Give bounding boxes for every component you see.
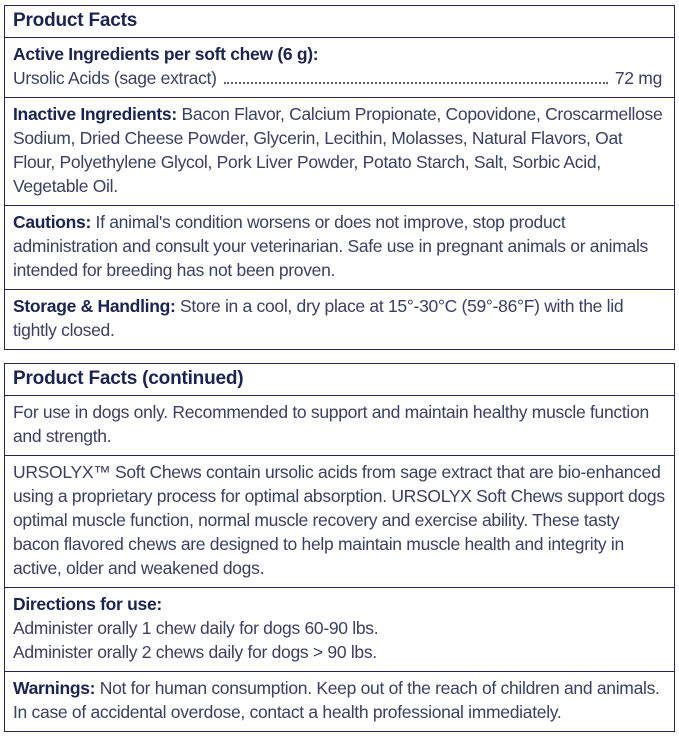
inactive-ingredients-text: Bacon Flavor, Calcium Propionate, Copovidone, Croscarmellose Sodium, Dried Cheese Powder, Glycerin, Lecithin, Molasses, Natural Flavors, Oat Flour, Polyethylene Glycol, Pork Liver Powder, Potato Starch, Salt, Sorbic Acid, Vegetable Oil. bbox=[13, 104, 663, 196]
directions-section bbox=[5, 587, 674, 671]
product-facts-panel bbox=[4, 5, 675, 350]
active-ingredients-section bbox=[5, 38, 674, 97]
active-ingredient-row bbox=[13, 66, 666, 90]
warnings-section bbox=[5, 671, 674, 731]
storage-handling-text: Store in a cool, dry place at 15°-30°C (59°-86°F) with the lid tightly closed. bbox=[13, 296, 624, 340]
inactive-ingredients-label: Inactive Ingredients: bbox=[13, 104, 177, 124]
warnings-label: Warnings: bbox=[13, 678, 96, 698]
cautions-text: If animal's condition worsens or does not improve, stop product administration and consult your veterinarian. Safe use in pregnant animals or animals intended for breeding has not been proven. bbox=[13, 212, 648, 280]
cautions-label: Cautions: bbox=[13, 212, 91, 232]
directions-heading: Directions for use: bbox=[13, 594, 162, 614]
description-section bbox=[5, 455, 674, 587]
storage-handling-label: Storage & Handling: bbox=[13, 296, 176, 316]
directions-line1: Administer orally 1 chew daily for dogs 60-90 lbs. bbox=[13, 618, 379, 638]
active-ingredients-heading: Active Ingredients per soft chew (6 g): bbox=[13, 44, 319, 64]
warnings-text: Not for human consumption. Keep out of the reach of children and animals. In case of accidental overdose, contact a health professional immediately. bbox=[13, 678, 660, 722]
intended-use-text: For use in dogs only. Recommended to support and maintain healthy muscle function and strength. bbox=[13, 402, 649, 446]
intended-use-section bbox=[5, 396, 674, 455]
inactive-ingredients-section bbox=[5, 97, 674, 205]
directions-line2: Administer orally 2 chews daily for dogs > 90 lbs. bbox=[13, 642, 377, 662]
active-ingredient-name: Ursolic Acids (sage extract) bbox=[13, 68, 217, 88]
product-facts-continued-panel bbox=[4, 363, 675, 732]
dot-leader bbox=[224, 82, 608, 84]
storage-handling-section bbox=[5, 289, 674, 349]
panel1-title: Product Facts bbox=[5, 6, 674, 38]
cautions-section bbox=[5, 205, 674, 289]
panel2-title: Product Facts (continued) bbox=[5, 364, 674, 396]
description-text: URSOLYX™ Soft Chews contain ursolic acids from sage extract that are bio-enhanced using a proprietary process for optimal absorption. URSOLYX Soft Chews support dogs optimal muscle function, normal muscle recovery and exercise ability. These tasty bacon flavored chews are designed to help maintain muscle health and integrity in active, older and weakened dogs. bbox=[13, 462, 665, 578]
active-ingredient-amount: 72 mg bbox=[614, 68, 662, 88]
